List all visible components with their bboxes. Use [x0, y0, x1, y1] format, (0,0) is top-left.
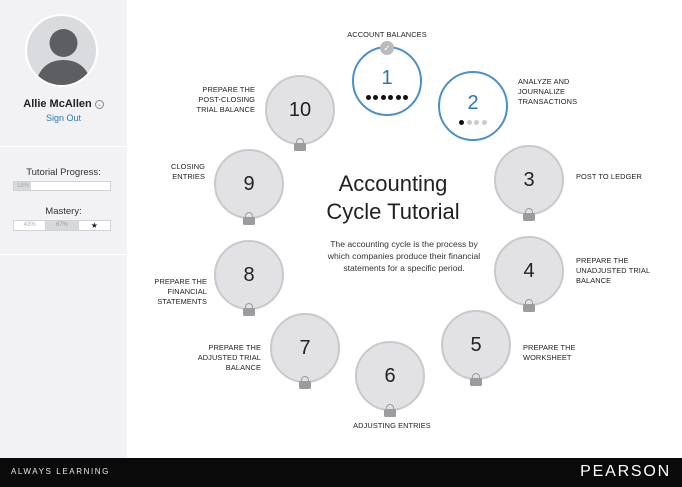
page-title-line: Accounting — [338, 171, 448, 196]
step-4-button[interactable] — [494, 236, 564, 306]
step-number: 8 — [243, 264, 255, 286]
step-8-button[interactable] — [214, 240, 284, 310]
step-progress-dots — [354, 95, 420, 100]
mastery-segment: 67% — [46, 221, 78, 230]
progress-dot — [396, 95, 401, 100]
lock-icon — [243, 212, 255, 224]
page-title-line: Cycle Tutorial — [326, 199, 460, 224]
user-name[interactable] — [0, 98, 127, 110]
tutorial-progress-label: Tutorial Progress: — [26, 167, 101, 178]
progress-dot — [366, 95, 371, 100]
sign-out-link[interactable]: Sign Out — [45, 113, 82, 123]
step-5-button[interactable] — [441, 310, 511, 380]
mastery-segment: 43% — [14, 221, 46, 230]
lock-icon — [470, 373, 482, 385]
lock-icon — [299, 376, 311, 388]
footer-tagline: ALWAYS LEARNING — [11, 467, 110, 476]
footer — [0, 458, 682, 487]
step-label: ANALYZE AND JOURNALIZE TRANSACTIONS — [518, 77, 578, 106]
step-number: 4 — [523, 260, 535, 282]
lock-icon — [523, 208, 535, 220]
step-number: 9 — [243, 173, 255, 195]
checkmark-icon: ✓ — [380, 41, 394, 55]
step-3-button[interactable] — [494, 145, 564, 215]
main-content — [127, 0, 682, 458]
step-6-button[interactable] — [355, 341, 425, 411]
lock-icon — [294, 138, 306, 150]
lock-icon — [243, 303, 255, 315]
progress-dot — [373, 95, 378, 100]
user-name-text: Allie McAllen — [23, 98, 92, 110]
step-label: PREPARE THE UNADJUSTED TRIAL BALANCE — [576, 256, 650, 285]
tutorial-progress-bar — [13, 181, 111, 191]
lock-icon — [384, 404, 396, 416]
step-number: 5 — [470, 334, 482, 356]
step-label: PREPARE THE POST-CLOSING TRIAL BALANCE — [196, 85, 255, 114]
step-label: CLOSING ENTRIES — [171, 162, 205, 181]
tutorial-progress-value: 18% — [17, 183, 30, 189]
avatar — [25, 14, 98, 87]
step-label: PREPARE THE WORKSHEET — [523, 343, 576, 362]
mastery-bar — [13, 220, 111, 231]
progress-dot — [459, 120, 464, 125]
step-1-button[interactable] — [352, 43, 422, 116]
step-label: PREPARE THE ADJUSTED TRIAL BALANCE — [197, 343, 261, 372]
step-9-button[interactable] — [214, 149, 284, 219]
sidebar — [0, 0, 127, 458]
step-number: 3 — [523, 169, 535, 191]
page-description: The accounting cycle is the process by which companies produce their financial statements for a specific period. — [327, 239, 481, 273]
progress-dot — [388, 95, 393, 100]
chevron-down-icon[interactable]: ⌄ — [96, 102, 102, 108]
divider — [0, 146, 127, 147]
user-profile — [0, 0, 127, 143]
step-number: 7 — [299, 337, 311, 359]
mastery-label: Mastery: — [45, 206, 82, 217]
user-silhouette-icon — [27, 16, 98, 87]
divider — [0, 254, 127, 255]
step-label: ACCOUNT BALANCES — [347, 30, 427, 39]
progress-dot — [474, 120, 479, 125]
step-10-button[interactable] — [265, 75, 335, 145]
lock-icon — [523, 299, 535, 311]
step-number: 2 — [467, 92, 479, 114]
progress-dot — [482, 120, 487, 125]
step-number: 10 — [288, 99, 312, 121]
step-7-button[interactable] — [270, 313, 340, 383]
step-label: ADJUSTING ENTRIES — [353, 421, 431, 430]
page-title — [275, 170, 511, 226]
step-number: 1 — [381, 67, 393, 89]
step-label: PREPARE THE FINANCIAL STATEMENTS — [154, 277, 207, 306]
progress-dot — [381, 95, 386, 100]
step-number: 6 — [384, 365, 396, 387]
mastery-star-icon: ★ — [79, 221, 110, 230]
step-label: POST TO LEDGER — [576, 172, 642, 181]
step-progress-dots — [440, 120, 506, 125]
step-2-button[interactable] — [438, 71, 508, 141]
progress-dot — [467, 120, 472, 125]
pearson-logo: PEARSON — [580, 463, 671, 480]
progress-dot — [403, 95, 408, 100]
